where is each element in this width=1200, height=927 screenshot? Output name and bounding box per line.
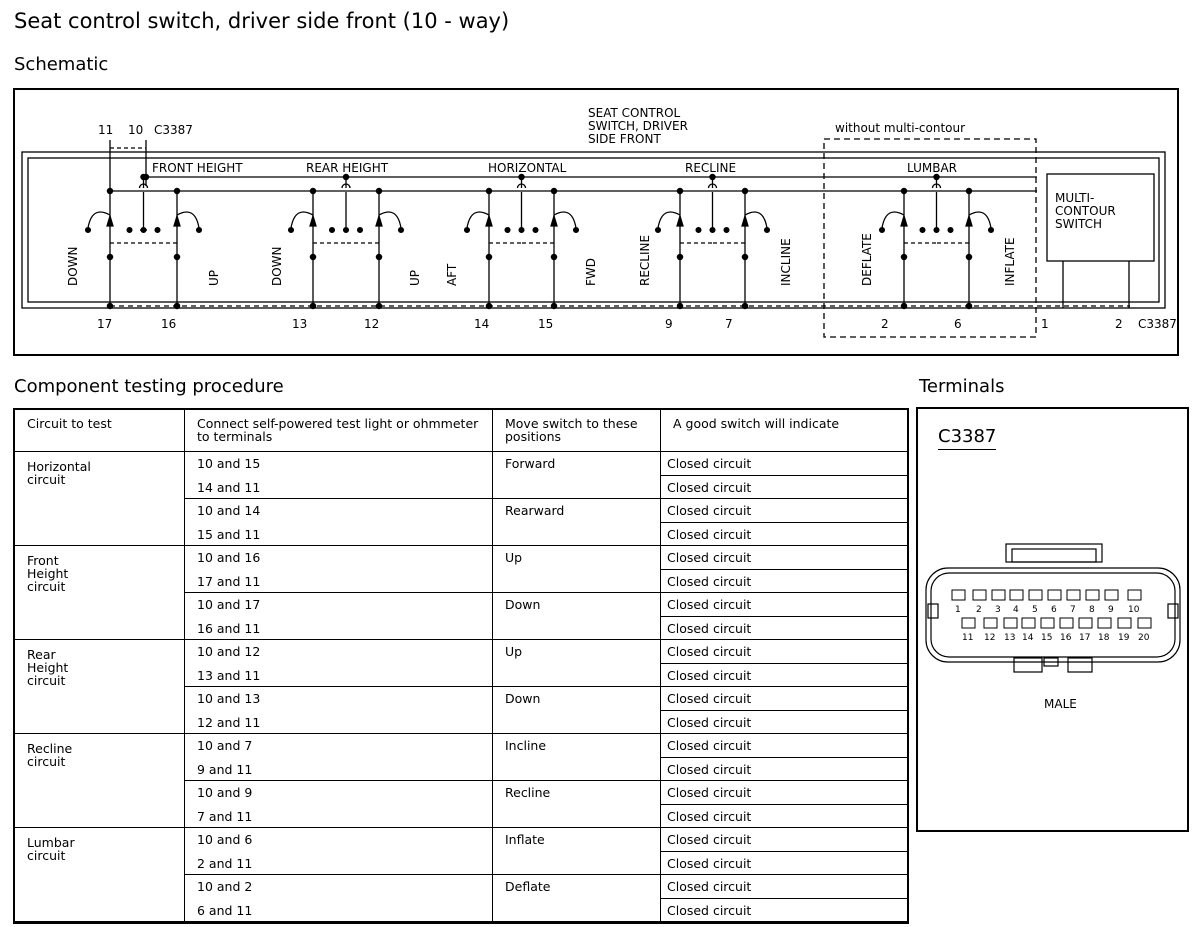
junction-dot [310, 254, 315, 259]
terminal-pin-number: 13 [1004, 633, 1016, 643]
expected-result: Closed circuit [661, 758, 907, 782]
expected-result: Closed circuit [661, 452, 907, 476]
contact-dot [197, 228, 202, 233]
procedure-table [13, 408, 909, 924]
section-front-height: FRONT HEIGHT [152, 161, 243, 175]
terminal-pin-cavity [1004, 618, 1017, 628]
dir-inflate: INFLATE [1003, 237, 1017, 286]
contact-dot [710, 228, 715, 233]
junction-dot [677, 254, 682, 259]
section-lumbar: LUMBAR [907, 161, 958, 175]
terminals-connector-label: C3387 [938, 426, 996, 450]
switch-position: Inflate [493, 828, 661, 875]
junction-dot [174, 254, 179, 259]
connector-label-top: C3387 [154, 123, 193, 137]
terminal-pin-number: 1 [955, 605, 961, 615]
column-header: Move switch to these positions [493, 410, 661, 452]
junction-dot [174, 303, 179, 308]
procedure-heading: Component testing procedure [14, 376, 284, 397]
dir-recline: RECLINE [638, 234, 652, 286]
expected-result: Closed circuit [661, 570, 907, 594]
contact-dot [344, 228, 349, 233]
schematic-heading: Schematic [14, 54, 109, 75]
expected-result: Closed circuit [661, 640, 907, 664]
junction-dot [376, 188, 381, 193]
terminal-pin-number: 12 [984, 633, 996, 643]
terminal-pin-number: 4 [1013, 605, 1019, 615]
terminal-pin-cavity [1118, 618, 1131, 628]
circuit-name: Rear Height circuit [15, 640, 185, 734]
terminal-pin-cavity [1041, 618, 1054, 628]
expected-result: Closed circuit [661, 499, 907, 523]
terminal-pair: 17 and 11 [185, 570, 493, 594]
junction-dot [376, 254, 381, 259]
contact-dot [934, 228, 939, 233]
switch-position: Down [493, 593, 661, 640]
contact-dot [330, 228, 335, 233]
junction-dot [486, 188, 491, 193]
junction-dot [742, 303, 747, 308]
connector-label-bottom: C3387 [1138, 317, 1177, 331]
expected-result: Closed circuit [661, 781, 907, 805]
terminal-pair: 15 and 11 [185, 523, 493, 547]
dir-deflate: DEFLATE [860, 233, 874, 286]
terminal-pair: 10 and 14 [185, 499, 493, 523]
connector-face-diagram [918, 540, 1188, 730]
junction-dot [310, 188, 315, 193]
junction-dot [174, 188, 179, 193]
terminal-pin-cavity [1048, 590, 1061, 600]
junction-dot [966, 254, 971, 259]
component-label-3: SIDE FRONT [588, 132, 661, 146]
section-recline: RECLINE [685, 161, 737, 175]
junction-dot [934, 174, 939, 179]
contact-dot [948, 228, 953, 233]
terminal-pin-number: 16 [1060, 633, 1072, 643]
contact-dot [86, 228, 91, 233]
bottom-pin-6: 6 [954, 317, 962, 331]
bottom-pin-9: 9 [665, 317, 673, 331]
bottom-pin-14: 14 [474, 317, 490, 331]
junction-dot [677, 303, 682, 308]
terminal-pin-number: 19 [1118, 633, 1130, 643]
expected-result: Closed circuit [661, 899, 907, 923]
bottom-pin-1-mc: 1 [1041, 317, 1049, 331]
switch-position: Up [493, 546, 661, 593]
terminal-pair: 16 and 11 [185, 617, 493, 641]
schematic-diagram [0, 0, 1200, 370]
terminal-pin-cavity [1128, 590, 1141, 600]
terminal-pin-number: 15 [1041, 633, 1053, 643]
junction-dot [551, 254, 556, 259]
terminals-gender: MALE [1044, 697, 1077, 711]
circuit-name: Front Height circuit [15, 546, 185, 640]
junction-dot [710, 174, 715, 179]
switch-position: Down [493, 687, 661, 734]
bottom-pin-15: 15 [538, 317, 554, 331]
dir-down-1: DOWN [66, 246, 80, 286]
bottom-pin-2-mc: 2 [1115, 317, 1123, 331]
expected-result: Closed circuit [661, 687, 907, 711]
contact-dot [920, 228, 925, 233]
junction-dot [742, 188, 747, 193]
terminal-pin-cavity [992, 590, 1005, 600]
contact-dot [533, 228, 538, 233]
dir-fwd: FWD [584, 257, 598, 286]
contact-dot [358, 228, 363, 233]
junction-dot [551, 188, 556, 193]
section-rear-height: REAR HEIGHT [306, 161, 389, 175]
contact-dot [765, 228, 770, 233]
bottom-pin-2: 2 [881, 317, 889, 331]
expected-result: Closed circuit [661, 852, 907, 876]
contact-dot [505, 228, 510, 233]
terminal-pin-number: 17 [1079, 633, 1091, 643]
contact-dot [880, 228, 885, 233]
terminal-pin-number: 18 [1098, 633, 1110, 643]
bottom-pin-7: 7 [725, 317, 733, 331]
junction-dot [486, 254, 491, 259]
bottom-pin-13: 13 [292, 317, 308, 331]
switch-position: Up [493, 640, 661, 687]
terminal-pair: 7 and 11 [185, 805, 493, 829]
junction-dot [901, 188, 906, 193]
terminal-pin-cavity [1138, 618, 1151, 628]
junction-dot [677, 188, 682, 193]
junction-dot [901, 303, 906, 308]
terminal-pin-number: 14 [1022, 633, 1034, 643]
column-header: Connect self-powered test light or ohmmeter to terminals [185, 410, 493, 452]
switch-position: Recline [493, 781, 661, 828]
terminal-pair: 12 and 11 [185, 711, 493, 735]
switch-position: Deflate [493, 875, 661, 922]
junction-dot [143, 174, 148, 179]
terminal-pin-cavity [984, 618, 997, 628]
procedure-grid [13, 408, 909, 924]
junction-dot [310, 303, 315, 308]
terminal-pair: 2 and 11 [185, 852, 493, 876]
terminal-pin-number: 9 [1108, 605, 1114, 615]
terminal-pin-cavity [1105, 590, 1118, 600]
multicontour-label-3: SWITCH [1055, 217, 1103, 231]
junction-dot [901, 254, 906, 259]
terminal-pin-cavity [1086, 590, 1099, 600]
terminal-pin-cavity [1098, 618, 1111, 628]
component-label-2: SWITCH, DRIVER [588, 119, 688, 133]
terminal-pin-number: 5 [1032, 605, 1038, 615]
expected-result: Closed circuit [661, 617, 907, 641]
terminal-pin-number: 11 [962, 633, 974, 643]
expected-result: Closed circuit [661, 664, 907, 688]
contact-dot [724, 228, 729, 233]
expected-result: Closed circuit [661, 523, 907, 547]
terminal-pair: 10 and 13 [185, 687, 493, 711]
terminal-pin-number: 20 [1138, 633, 1150, 643]
contact-dot [989, 228, 994, 233]
page-title: Seat control switch, driver side front (10 - way) [14, 9, 510, 33]
terminal-pin-cavity [973, 590, 986, 600]
terminal-pair: 13 and 11 [185, 664, 493, 688]
expected-result: Closed circuit [661, 734, 907, 758]
junction-dot [551, 303, 556, 308]
top-pin-10: 10 [128, 123, 144, 137]
terminal-pin-cavity [962, 618, 975, 628]
column-header: Circuit to test [15, 410, 185, 452]
terminals-heading: Terminals [919, 376, 1005, 397]
junction-dot [107, 303, 112, 308]
junction-dot [742, 254, 747, 259]
bottom-pin-17: 17 [97, 317, 113, 331]
contact-dot [574, 228, 579, 233]
terminal-pin-cavity [1022, 618, 1035, 628]
terminal-pin-number: 6 [1051, 605, 1057, 615]
terminal-pin-cavity [1079, 618, 1092, 628]
terminal-pin-cavity [1029, 590, 1042, 600]
expected-result: Closed circuit [661, 805, 907, 829]
circuit-name: Horizontal circuit [15, 452, 185, 546]
junction-dot [486, 303, 491, 308]
expected-result: Closed circuit [661, 828, 907, 852]
dir-up-1: UP [207, 269, 221, 286]
terminal-pair: 10 and 7 [185, 734, 493, 758]
contact-dot [155, 228, 160, 233]
terminal-pin-number: 2 [976, 605, 982, 615]
contact-dot [656, 228, 661, 233]
switch-position: Rearward [493, 499, 661, 546]
terminal-pin-cavity [1060, 618, 1073, 628]
contact-dot [127, 228, 132, 233]
dir-up-2: UP [408, 269, 422, 286]
terminal-pair: 10 and 15 [185, 452, 493, 476]
dir-down-2: DOWN [270, 246, 284, 286]
expected-result: Closed circuit [661, 476, 907, 500]
contact-dot [289, 228, 294, 233]
expected-result: Closed circuit [661, 875, 907, 899]
terminal-pin-cavity [1067, 590, 1080, 600]
dir-incline: INCLINE [779, 238, 793, 286]
terminal-pair: 10 and 17 [185, 593, 493, 617]
terminal-pin-number: 10 [1128, 605, 1140, 615]
terminal-pair: 10 and 16 [185, 546, 493, 570]
contact-dot [399, 228, 404, 233]
multicontour-label-1: MULTI- [1055, 191, 1095, 205]
terminal-pair: 6 and 11 [185, 899, 493, 923]
bottom-pin-16: 16 [161, 317, 177, 331]
circuit-name: Lumbar circuit [15, 828, 185, 922]
switch-position: Incline [493, 734, 661, 781]
terminal-pair: 10 and 2 [185, 875, 493, 899]
without-multicontour-label: without multi-contour [835, 121, 966, 135]
terminal-pair: 9 and 11 [185, 758, 493, 782]
junction-dot [107, 188, 112, 193]
contact-dot [141, 228, 146, 233]
contact-dot [519, 228, 524, 233]
expected-result: Closed circuit [661, 711, 907, 735]
terminal-pin-number: 3 [995, 605, 1001, 615]
contact-dot [696, 228, 701, 233]
junction-dot [343, 174, 348, 179]
terminal-pair: 10 and 12 [185, 640, 493, 664]
terminal-pin-number: 8 [1089, 605, 1095, 615]
section-horizontal: HORIZONTAL [488, 161, 567, 175]
junction-dot [519, 174, 524, 179]
contact-dot [465, 228, 470, 233]
expected-result: Closed circuit [661, 593, 907, 617]
multicontour-label-2: CONTOUR [1055, 204, 1116, 218]
junction-dot [966, 188, 971, 193]
terminal-pair: 10 and 9 [185, 781, 493, 805]
expected-result: Closed circuit [661, 546, 907, 570]
circuit-name: Recline circuit [15, 734, 185, 828]
column-header: A good switch will indicate [661, 410, 907, 452]
top-pin-11: 11 [98, 123, 114, 137]
terminal-pin-number: 7 [1070, 605, 1076, 615]
terminal-pair: 14 and 11 [185, 476, 493, 500]
terminal-pin-cavity [952, 590, 965, 600]
bottom-pin-12: 12 [364, 317, 380, 331]
junction-dot [376, 303, 381, 308]
switch-position: Forward [493, 452, 661, 499]
terminal-pair: 10 and 6 [185, 828, 493, 852]
dir-aft: AFT [445, 263, 459, 286]
terminal-pin-cavity [1010, 590, 1023, 600]
junction-dot [107, 254, 112, 259]
component-label-1: SEAT CONTROL [588, 106, 681, 120]
junction-dot [966, 303, 971, 308]
